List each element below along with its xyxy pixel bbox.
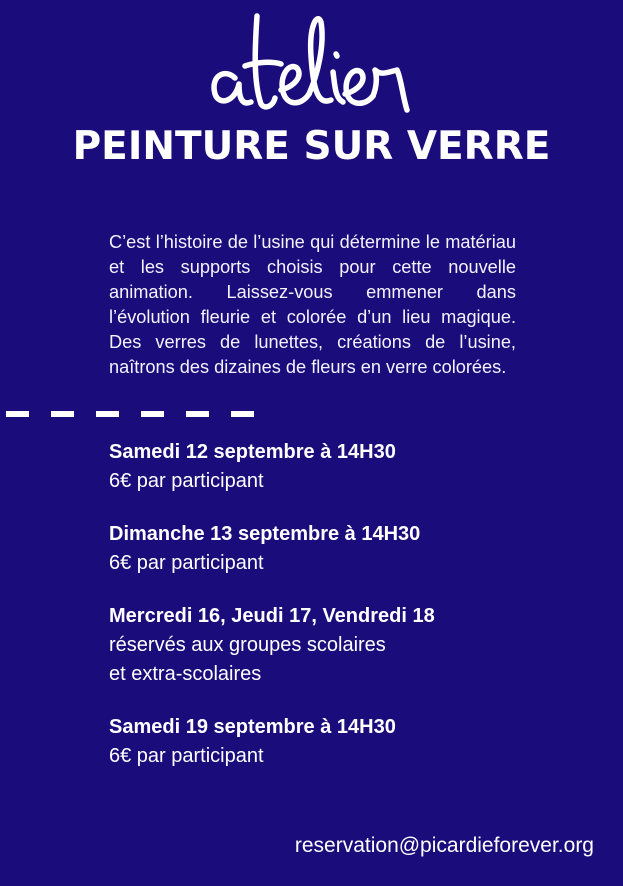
- reservation-email[interactable]: reservation@picardieforever.org: [294, 834, 594, 857]
- intro-paragraph: C’est l’histoire de l’usine qui détermine le matériau et les supports choisis pour cette nouvelle animation. Laissez-vous emmener dans l’évolution fleurie et colorée d’un lieu magique. Des verres de lunettes, créations de l’usine, naîtrons des dizaines de fleurs en verre colorées.: [109, 232, 516, 377]
- session-price: 6€ par participant: [109, 745, 264, 767]
- dashed-divider: [0, 411, 280, 419]
- session-note: réservés aux groupes scolaires: [109, 634, 386, 656]
- divider-dash: [51, 411, 74, 417]
- atelier-handwritten-logo: [205, 6, 415, 118]
- session-item: [109, 602, 569, 689]
- session-item: [109, 520, 569, 578]
- session-item: [109, 438, 569, 496]
- workshop-title: PEINTURE SUR VERRE: [72, 124, 551, 169]
- session-item: [109, 713, 569, 771]
- divider-dash: [6, 411, 29, 417]
- session-title: Samedi 12 septembre à 14H30: [109, 441, 396, 463]
- session-title: Mercredi 16, Jeudi 17, Vendredi 18: [109, 605, 435, 627]
- session-title: Samedi 19 septembre à 14H30: [109, 716, 396, 738]
- session-list: [109, 438, 569, 795]
- divider-dash: [96, 411, 119, 417]
- session-title: Dimanche 13 septembre à 14H30: [109, 523, 421, 545]
- session-note: et extra-scolaires: [109, 663, 262, 685]
- divider-dash: [141, 411, 164, 417]
- atelier-script-title: [205, 6, 415, 118]
- session-price: 6€ par participant: [109, 470, 264, 492]
- session-price: 6€ par participant: [109, 552, 264, 574]
- divider-dash: [186, 411, 209, 417]
- divider-dash: [231, 411, 254, 417]
